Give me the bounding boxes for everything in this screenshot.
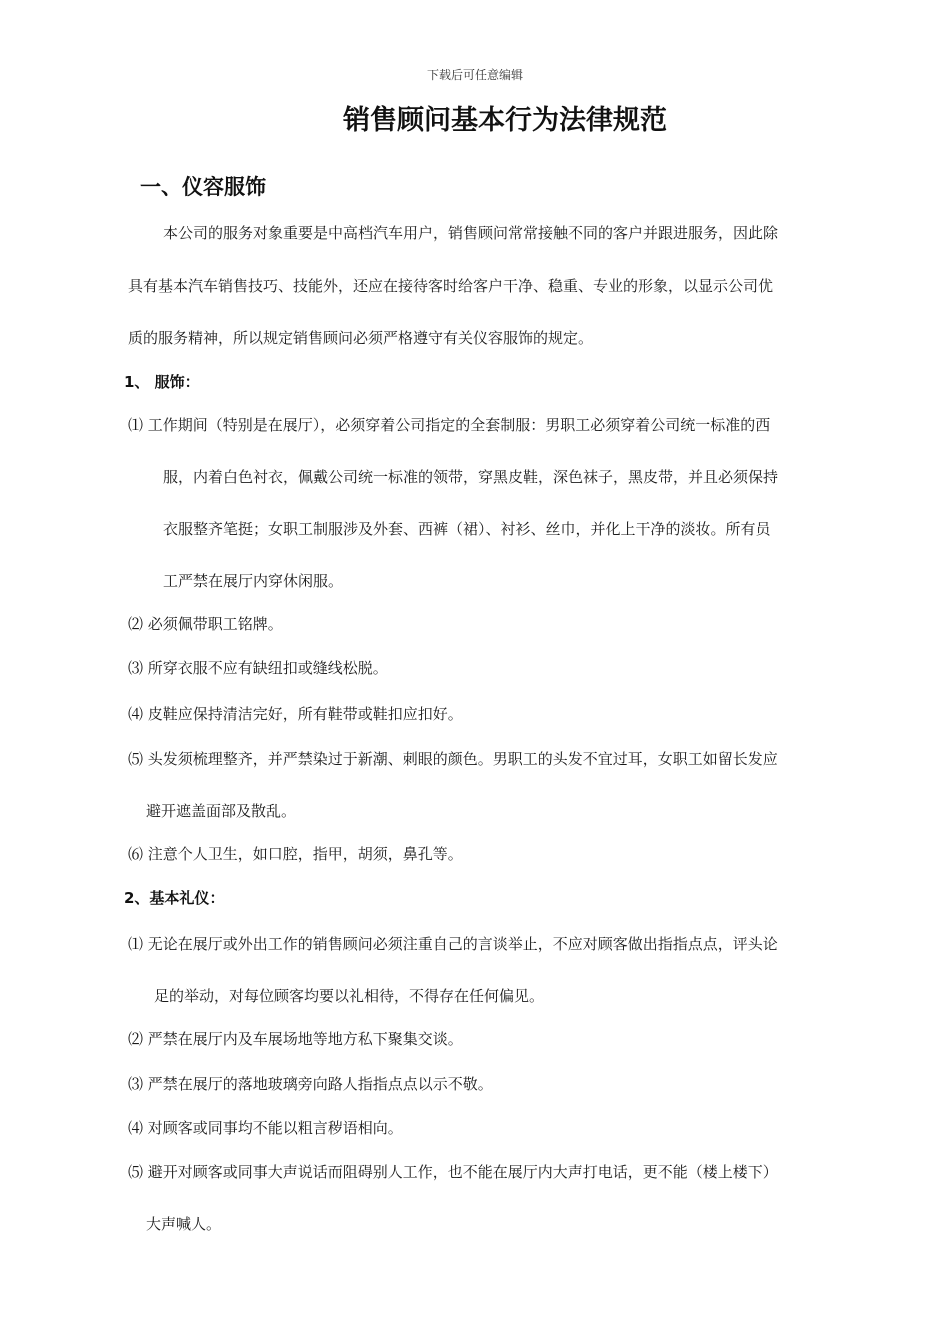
list-item: 大声喊人。 [146,1215,222,1233]
list-item: 衣服整齐笔挺；女职工制服涉及外套、西裤（裙）、衬衫、丝巾，并化上干净的淡妆。所有员 [163,520,771,538]
list-item: ⑸ 避开对顾客或同事大声说话而阻碍别人工作，也不能在展厅内大声打电话，更不能（楼上楼下） [128,1163,778,1181]
list-item: ⑹ 注意个人卫生，如口腔，指甲，胡须，鼻孔等。 [128,845,463,863]
list-item: ⑴ 工作期间（特别是在展厅），必须穿着公司指定的全套制服：男职工必须穿着公司统一标准的西 [128,416,771,434]
list-item: ⑸ 头发须梳理整齐，并严禁染过于新潮、刺眼的颜色。男职工的头发不宜过耳，女职工如留长发应 [128,750,778,768]
list-item: 工严禁在展厅内穿休闲服。 [163,572,344,590]
list-item: ⑶ 所穿衣服不应有缺纽扣或缝线松脱。 [128,659,388,677]
section-heading: 一、仪容服饰 [140,175,266,199]
page-header-note: 下载后可任意编辑 [426,68,523,82]
list-item: ⑷ 皮鞋应保持清洁完好，所有鞋带或鞋扣应扣好。 [128,705,463,723]
subsection-heading-clothing: 1、 服饰： [124,373,200,391]
list-item: 避开遮盖面部及散乱。 [146,802,297,820]
list-item: 足的举动，对每位顾客均要以礼相待，不得存在任何偏见。 [154,987,545,1005]
list-item: ⑶ 严禁在展厅的落地玻璃旁向路人指指点点以示不敬。 [128,1075,493,1093]
document-title: 销售顾问基本行为法律规范 [343,105,667,136]
list-item: ⑵ 严禁在展厅内及车展场地等地方私下聚集交谈。 [128,1030,463,1048]
list-item: ⑴ 无论在展厅或外出工作的销售顾问必须注重自己的言谈举止，不应对顾客做出指指点点，评头论 [128,935,778,953]
list-item: ⑷ 对顾客或同事均不能以粗言秽语相向。 [128,1119,403,1137]
intro-line: 具有基本汽车销售技巧、技能外，还应在接待客时给客户干净、稳重、专业的形象，以显示公司优 [128,277,774,295]
subsection-heading-etiquette: 2、基本礼仪： [124,889,225,907]
intro-line: 质的服务精神，所以规定销售顾问必须严格遵守有关仪容服饰的规定。 [128,329,594,347]
list-item: 服，内着白色衬衣，佩戴公司统一标准的领带，穿黑皮鞋，深色袜子，黑皮带，并且必须保持 [163,468,779,486]
intro-line: 本公司的服务对象重要是中高档汽车用户，销售顾问常常接触不同的客户并跟进服务，因此除 [163,224,779,242]
list-item: ⑵ 必须佩带职工铭牌。 [128,615,283,633]
